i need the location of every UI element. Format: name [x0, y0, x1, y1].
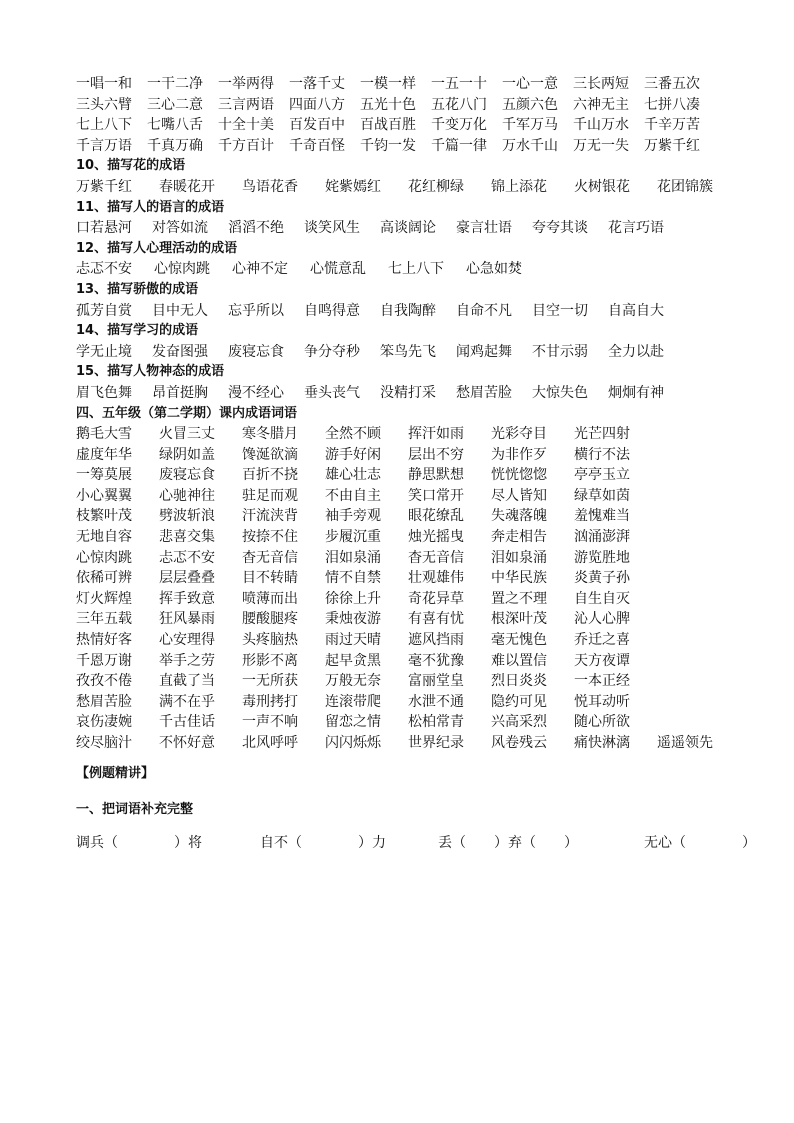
idiom-item: 满不在乎 [159, 693, 215, 710]
fill-blank-item: 丢（ ）弃（ ） [438, 834, 578, 851]
idiom-item: 自命不凡 [456, 302, 512, 319]
idiom-item: 没精打采 [380, 384, 436, 401]
idiom-item: 笨鸟先飞 [380, 343, 436, 360]
idiom-item: 忘乎所以 [228, 302, 284, 319]
idiom-item: 世界纪录 [408, 735, 464, 751]
idiom-item: 直截了当 [159, 673, 215, 690]
exercise-title: 一、把词语补充完整 [76, 802, 194, 818]
document-page [76, 74, 756, 853]
idiom-item: 昂首挺胸 [152, 384, 208, 401]
idiom-item: 驻足而观 [242, 487, 298, 504]
idiom-item: 尽人皆知 [491, 487, 547, 504]
idiom-row [76, 74, 726, 95]
idiom-item: 目空一切 [532, 302, 588, 319]
idiom-item: 眼花缭乱 [408, 508, 464, 525]
idiom-item: 步履沉重 [325, 529, 381, 546]
idiom-item: 汹涌澎湃 [574, 529, 630, 546]
idiom-item: 锦上添花 [491, 178, 547, 195]
idiom-item: 千山万水 [573, 117, 629, 134]
idiom-item: 形影不离 [242, 652, 298, 669]
idiom-item: 一筹莫展 [76, 467, 132, 484]
idiom-item: 五颜六色 [502, 96, 558, 113]
idiom-item: 按捺不住 [242, 529, 298, 546]
idiom-item: 连滚带爬 [325, 693, 381, 710]
idiom-item: 花言巧语 [608, 220, 664, 237]
idiom-item: 奔走相告 [491, 529, 547, 546]
section-idiom-row [76, 177, 726, 198]
idiom-item: 百折不挠 [242, 467, 298, 484]
idiom-item: 心惊肉跳 [154, 261, 210, 278]
idiom-item: 寒冬腊月 [242, 426, 298, 443]
idiom-item: 狂风暴雨 [159, 611, 215, 628]
idiom-item: 绿阴如盖 [159, 446, 215, 463]
idiom-item: 水泄不通 [408, 693, 464, 710]
idiom-item: 千钧一发 [360, 137, 416, 154]
idiom-item: 废寝忘食 [159, 467, 215, 484]
idiom-item: 天方夜谭 [574, 652, 630, 669]
idiom-item: 汗流浃背 [242, 508, 298, 525]
idiom-item: 三言两语 [218, 96, 274, 113]
idiom-item: 一声不响 [242, 714, 298, 731]
idiom-sections [76, 156, 726, 403]
idiom-item: 游览胜地 [574, 549, 630, 566]
grade-idiom-list [76, 424, 726, 754]
idiom-item: 心急如焚 [466, 261, 522, 278]
idiom-item: 三心二意 [147, 96, 203, 113]
idiom-item: 全然不顾 [325, 426, 381, 443]
idiom-item: 火树银花 [574, 178, 630, 195]
idiom-item: 热情好客 [76, 632, 132, 649]
idiom-item: 毫不犹豫 [408, 652, 464, 669]
idiom-item: 杳无音信 [408, 549, 464, 566]
idiom-item: 失魂落魄 [491, 508, 547, 525]
idiom-item: 自我陶醉 [380, 302, 436, 319]
idiom-item: 光彩夺目 [491, 426, 547, 443]
section-idiom-row [76, 342, 726, 363]
idiom-item: 心惊肉跳 [76, 549, 132, 566]
idiom-item: 腰酸腿疼 [242, 611, 298, 628]
idiom-item: 富丽堂皇 [408, 673, 464, 690]
idiom-item: 痛快淋漓 [574, 735, 630, 751]
idiom-item: 豪言壮语 [456, 220, 512, 237]
idiom-item: 情不自禁 [325, 570, 381, 587]
idiom-item: 万水千山 [502, 137, 558, 154]
idiom-item: 万无一失 [573, 137, 629, 154]
idiom-item: 花团锦簇 [657, 178, 713, 195]
idiom-item: 自鸣得意 [304, 302, 360, 319]
idiom-item: 眉飞色舞 [76, 384, 132, 401]
idiom-item: 七上八下 [76, 117, 132, 134]
idiom-item: 绞尽脑汁 [76, 735, 132, 751]
section-heading: 13、描写骄傲的成语 [76, 281, 199, 297]
fill-blank-item: 自不（ ）力 [260, 834, 386, 851]
idiom-item: 留恋之情 [325, 714, 381, 731]
idiom-item: 闪闪烁烁 [325, 735, 381, 751]
idiom-item: 炎黄子孙 [574, 570, 630, 587]
idiom-item: 大惊失色 [532, 384, 588, 401]
idiom-item: 春暖花开 [159, 178, 215, 195]
idiom-item: 北风呼呼 [242, 735, 298, 751]
idiom-item: 心安理得 [159, 632, 215, 649]
idiom-item: 无地自容 [76, 529, 132, 546]
idiom-item: 中华民族 [491, 570, 547, 587]
idiom-item: 废寝忘食 [228, 343, 284, 360]
idiom-row [76, 115, 726, 136]
idiom-item: 泪如泉涌 [325, 549, 381, 566]
idiom-item: 百发百中 [289, 117, 345, 134]
idiom-item: 忐忑不安 [76, 261, 132, 278]
idiom-item: 难以置信 [491, 652, 547, 669]
idiom-item: 火冒三丈 [159, 426, 215, 443]
idiom-row [76, 136, 726, 157]
idiom-item: 目中无人 [152, 302, 208, 319]
idiom-item: 自生自灭 [574, 590, 630, 607]
idiom-item: 三番五次 [644, 76, 700, 92]
idiom-item: 层层叠叠 [159, 570, 215, 587]
section-idiom-row [76, 383, 726, 404]
idiom-item: 举手之劳 [159, 652, 215, 669]
idiom-item: 兴高采烈 [491, 714, 547, 731]
idiom-item: 万紫千红 [76, 178, 132, 195]
idiom-item: 静思默想 [408, 467, 464, 484]
idiom-item: 光芒四射 [574, 426, 630, 443]
idiom-item: 孤芳自赏 [76, 302, 132, 319]
idiom-item: 漫不经心 [228, 384, 284, 401]
idiom-item: 一五一十 [431, 76, 487, 92]
idiom-item: 鸟语花香 [242, 178, 298, 195]
idiom-item: 笑口常开 [408, 487, 464, 504]
idiom-item: 劈波斩浪 [159, 508, 215, 525]
section-heading: 14、描写学习的成语 [76, 323, 199, 339]
idiom-item: 置之不理 [491, 590, 547, 607]
idiom-item: 忐忑不安 [159, 549, 215, 566]
idiom-item: 万紫千红 [644, 137, 700, 154]
idiom-item: 馋涎欲滴 [242, 446, 298, 463]
idiom-item: 十全十美 [218, 117, 274, 134]
idiom-item: 雨过天晴 [325, 632, 381, 649]
idiom-item: 哀伤凄婉 [76, 714, 132, 731]
idiom-item: 对答如流 [152, 220, 208, 237]
idiom-item: 七上八下 [388, 261, 444, 278]
idiom-item: 游手好闲 [325, 446, 381, 463]
idiom-item: 雄心壮志 [325, 467, 381, 484]
idiom-item: 千言万语 [76, 137, 132, 154]
idiom-item: 遮风挡雨 [408, 632, 464, 649]
idiom-item: 发奋图强 [152, 343, 208, 360]
idiom-item: 百战百胜 [360, 117, 416, 134]
idiom-item: 学无止境 [76, 343, 132, 360]
section-heading: 12、描写人心理活动的成语 [76, 240, 238, 256]
idiom-item: 花红柳绿 [408, 178, 464, 195]
section-idiom-row [76, 259, 726, 280]
idiom-item: 隐约可见 [491, 693, 547, 710]
idiom-item: 羞愧难当 [574, 508, 630, 525]
idiom-item: 一模一样 [360, 76, 416, 92]
example-heading: 【例题精讲】 [76, 765, 155, 781]
section-idiom-row [76, 218, 726, 239]
idiom-item: 一唱一和 [76, 76, 132, 92]
idiom-item: 不怀好意 [159, 735, 215, 751]
idiom-item: 小心翼翼 [76, 487, 132, 504]
idiom-item: 亭亭玉立 [574, 467, 630, 484]
idiom-item: 万般无奈 [325, 673, 381, 690]
idiom-item: 一落千丈 [289, 76, 345, 92]
idiom-item: 谈笑风生 [304, 220, 360, 237]
idiom-item: 秉烛夜游 [325, 611, 381, 628]
idiom-item: 争分夺秒 [304, 343, 360, 360]
idiom-item: 愁眉苦脸 [76, 693, 132, 710]
idiom-item: 一本正经 [574, 673, 630, 690]
idiom-item: 鹅毛大雪 [76, 426, 132, 443]
idiom-item: 五花八门 [431, 96, 487, 113]
idiom-item: 千辛万苦 [644, 117, 700, 134]
idiom-item: 千篇一律 [431, 137, 487, 154]
idiom-item: 不甘示弱 [532, 343, 588, 360]
idiom-item: 千奇百怪 [289, 137, 345, 154]
idiom-item: 烛光摇曳 [408, 529, 464, 546]
idiom-item: 随心所欲 [574, 714, 630, 731]
idiom-item: 垂头丧气 [304, 384, 360, 401]
idiom-item: 闻鸡起舞 [456, 343, 512, 360]
idiom-item: 愁眉苦脸 [456, 384, 512, 401]
idiom-item: 头疼脑热 [242, 632, 298, 649]
idiom-item: 虚度年华 [76, 446, 132, 463]
idiom-item: 风卷残云 [491, 735, 547, 751]
idiom-item: 心驰神往 [159, 487, 215, 504]
idiom-item: 千真万确 [147, 137, 203, 154]
idiom-item: 悦耳动听 [574, 693, 630, 710]
idiom-item: 千古佳话 [159, 714, 215, 731]
idiom-item: 依稀可辨 [76, 570, 132, 587]
idiom-item: 乔迁之喜 [574, 632, 630, 649]
idiom-item: 三年五载 [76, 611, 132, 628]
section-heading: 10、描写花的成语 [76, 158, 186, 174]
grade-heading: 四、五年级（第二学期）课内成语词语 [76, 405, 298, 421]
idiom-item: 夸夸其谈 [532, 220, 588, 237]
idiom-item: 七嘴八舌 [147, 117, 203, 134]
idiom-item: 七拼八凑 [644, 96, 700, 113]
idiom-item: 一干二净 [147, 76, 203, 92]
idiom-item: 有喜有忧 [408, 611, 464, 628]
idiom-item: 千军万马 [502, 117, 558, 134]
idiom-item: 四面八方 [289, 96, 345, 113]
idiom-item: 恍恍惚惚 [491, 467, 547, 484]
idiom-item: 奇花异草 [408, 590, 464, 607]
idiom-item: 一举两得 [218, 76, 274, 92]
idiom-item: 毫无愧色 [491, 632, 547, 649]
idiom-item: 袖手旁观 [325, 508, 381, 525]
exercise-fill-row [76, 833, 756, 854]
fill-blank-item: 调兵（ ）将 [76, 834, 202, 851]
idiom-item: 不由自主 [325, 487, 381, 504]
idiom-item: 一无所获 [242, 673, 298, 690]
section-idiom-row [76, 301, 726, 322]
idiom-item: 姹紫嫣红 [325, 178, 381, 195]
section-heading: 11、描写人的语言的成语 [76, 199, 225, 215]
idiom-item: 横行不法 [574, 446, 630, 463]
idiom-item: 杳无音信 [242, 549, 298, 566]
idiom-item: 口若悬河 [76, 220, 132, 237]
idiom-item: 三头六臂 [76, 96, 132, 113]
idiom-item: 烈日炎炎 [491, 673, 547, 690]
idiom-item: 千变万化 [431, 117, 487, 134]
idiom-item: 沁人心脾 [574, 611, 630, 628]
idiom-item: 泪如泉涌 [491, 549, 547, 566]
idiom-item: 悲喜交集 [159, 529, 215, 546]
idiom-item: 孜孜不倦 [76, 673, 132, 690]
idiom-item: 层出不穷 [408, 446, 464, 463]
idiom-item: 六神无主 [573, 96, 629, 113]
idiom-item: 枝繁叶茂 [76, 508, 132, 525]
idiom-intro-block [76, 74, 726, 156]
idiom-item: 心神不定 [232, 261, 288, 278]
idiom-item: 挥手致意 [159, 590, 215, 607]
idiom-item: 遥遥领先 [657, 735, 713, 751]
idiom-item: 灯火辉煌 [76, 590, 132, 607]
idiom-item: 滔滔不绝 [228, 220, 284, 237]
idiom-item: 千方百计 [218, 137, 274, 154]
idiom-item: 毒刑拷打 [242, 693, 298, 710]
fill-blank-item: 无心（ ） [644, 834, 756, 851]
idiom-item: 绿草如茵 [574, 487, 630, 504]
idiom-item: 为非作歹 [491, 446, 547, 463]
idiom-item: 全力以赴 [608, 343, 664, 360]
idiom-item: 三长两短 [573, 76, 629, 92]
idiom-item: 壮观雄伟 [408, 570, 464, 587]
idiom-item: 心慌意乱 [310, 261, 366, 278]
idiom-item: 松柏常青 [408, 714, 464, 731]
idiom-item: 高谈阔论 [380, 220, 436, 237]
idiom-item: 挥汗如雨 [408, 426, 464, 443]
idiom-item: 千恩万谢 [76, 652, 132, 669]
idiom-row [76, 95, 726, 116]
idiom-item: 自高自大 [608, 302, 664, 319]
idiom-item: 根深叶茂 [491, 611, 547, 628]
section-heading: 15、描写人物神态的成语 [76, 364, 225, 380]
idiom-item: 炯炯有神 [608, 384, 664, 401]
idiom-item: 一心一意 [502, 76, 558, 92]
idiom-item: 喷薄而出 [242, 590, 298, 607]
idiom-item: 目不转睛 [242, 570, 298, 587]
idiom-item: 起早贪黑 [325, 652, 381, 669]
idiom-item: 五光十色 [360, 96, 416, 113]
idiom-item: 徐徐上升 [325, 590, 381, 607]
